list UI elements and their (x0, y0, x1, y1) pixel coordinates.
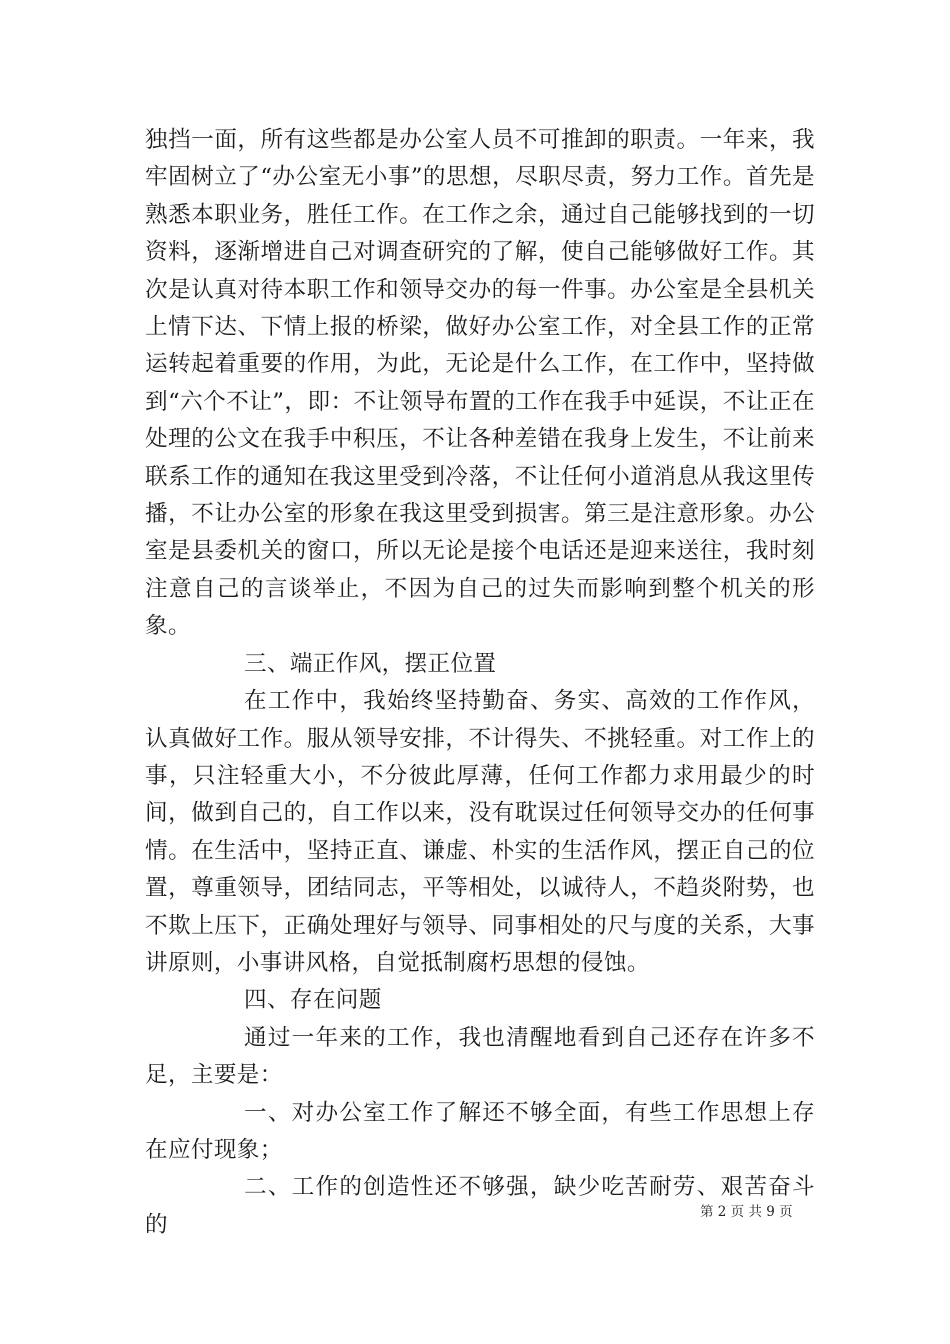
page-number: 第 2 页 共 9 页 (700, 1204, 793, 1220)
section-heading-conduct: 三、端正作风，摆正位置 (244, 650, 497, 677)
paragraph-conduct: 在工作中，我始终坚持勤奋、务实、高效的工作作风，认真做好工作。服从领导安排，不计得失、不挑轻重。对工作上的事，只注轻重大小，不分彼此厚薄，任何工作都力求用最少的时间，做到自己的，自工作以来，没有耽误过任何领导交办的任何事情。在生活中，坚持正直、谦虚、朴实的生活作风，摆正自己的位置，尊重领导，团结同志，平等相处，以诚待人，不趋炎附势，也不欺上压下，正确处理好与领导、同事相处的尺与度的关系，大事讲原则，小事讲风格，自觉抵制腐朽思想的侵蚀。 (145, 688, 815, 976)
paragraph-duties: 独挡一面，所有这些都是办公室人员不可推卸的职责。一年来，我牢固树立了“办公室无小事”的思想，尽职尽责，努力工作。首先是熟悉本职业务，胜任工作。在工作之余，通过自己能够找到的一切资料，逐渐增进自己对调查研究的了解，使自己能够做好工作。其次是认真对待本职工作和领导交办的每一件事。办公室是全县机关上情下达、下情上报的桥梁，做好办公室工作，对全县工作的正常运转起着重要的作用，为此，无论是什么工作，在工作中，坚持做到“六个不让”，即：不让领导布置的工作在我手中延误，不让正在处理的公文在我手中积压，不让各种差错在我身上发生，不让前来联系工作的通知在我这里受到冷落，不让任何小道消息从我这里传播，不让办公室的形象在我这里受到损害。第三是注意形象。办公室是县委机关的窗口，所以无论是接个电话还是迎来送往，我时刻注意自己的言谈举止，不因为自己的过失而影响到整个机关的形象。 (145, 127, 815, 640)
list-item-problem-2: 二、工作的创造性还不够强，缺少吃苦耐劳、艰苦奋斗的 (145, 1174, 815, 1238)
paragraph-problems-intro: 通过一年来的工作，我也清醒地看到自己还存在许多不足，主要是： (145, 1024, 815, 1089)
document-body (145, 122, 815, 1244)
section-heading-problems: 四、存在问题 (244, 987, 382, 1014)
list-item-problem-1: 一、对办公室工作了解还不够全面，有些工作思想上存在应付现象； (145, 1099, 815, 1163)
